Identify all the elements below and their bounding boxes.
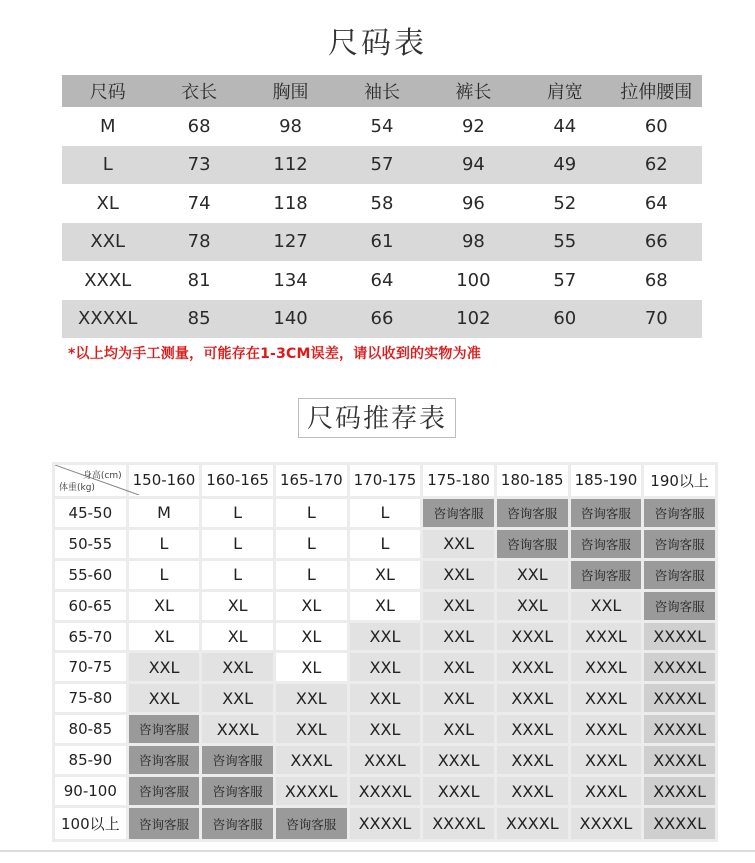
weight-row [55, 499, 715, 527]
weight-range-header: 100以上 [55, 808, 126, 839]
weight-row [55, 808, 715, 839]
recommended-size-cell: L [129, 561, 200, 589]
table-corner [55, 465, 126, 496]
size-row [62, 184, 702, 223]
recommended-size-cell: L [276, 530, 347, 558]
height-range-header: 175-180 [423, 465, 494, 496]
recommended-size-cell: L [129, 530, 200, 558]
measurement-cell: 68 [644, 269, 668, 291]
measurement-cell: 64 [370, 269, 394, 291]
consult-service-cell: 咨询客服 [423, 499, 494, 527]
recommended-size-cell: XL [350, 561, 421, 589]
weight-row [55, 777, 715, 805]
consult-service-cell: 咨询客服 [202, 746, 273, 774]
size-label-cell: XL [96, 192, 119, 214]
recommended-size-cell: XXXXL [644, 684, 715, 712]
recommended-size-cell: XXXXL [571, 808, 642, 839]
recommended-size-cell: XXL [276, 715, 347, 743]
recommended-size-cell: XXXL [423, 746, 494, 774]
measurement-cell: 98 [279, 115, 302, 137]
measurement-cell: 81 [187, 269, 211, 291]
weight-row [55, 715, 715, 743]
recommended-size-cell: XXXXL [644, 746, 715, 774]
weight-range-header: 80-85 [55, 715, 126, 743]
recommended-size-cell: XXXXL [644, 653, 715, 681]
size-label-cell: XXL [62, 223, 153, 262]
recommended-size-cell: XXXL [571, 684, 642, 712]
height-unit-label: 身高(cm) [82, 471, 122, 481]
weight-range-header: 55-60 [55, 561, 126, 589]
measurement-cell: 58 [370, 192, 394, 214]
measurement-cell: 70 [611, 300, 702, 339]
measurement-cell: 102 [428, 300, 519, 339]
measurement-cell: 140 [245, 300, 336, 339]
weight-range-header: 85-90 [55, 746, 126, 774]
height-range-header: 185-190 [571, 465, 642, 496]
measurement-cell: 112 [245, 146, 336, 185]
size-row [62, 107, 702, 146]
weight-row [55, 746, 715, 774]
measurement-cell: 85 [153, 300, 244, 339]
weight-row [55, 684, 715, 712]
recommended-size-cell: L [276, 561, 347, 589]
consult-service-cell: 咨询客服 [276, 808, 347, 839]
size-row [62, 146, 702, 185]
header-cell: 裤长 [428, 75, 519, 107]
recommended-size-cell: XXXL [571, 715, 642, 743]
recommended-size-cell: XXL [350, 684, 421, 712]
weight-row [55, 623, 715, 651]
recommended-size-cell: XXXXL [644, 777, 715, 805]
recommended-size-cell: XXXL [423, 777, 494, 805]
recommended-size-cell: XXXL [497, 623, 568, 651]
size-row [62, 300, 702, 339]
consult-service-cell: 咨询客服 [129, 777, 200, 805]
size-label-cell: L [62, 146, 153, 185]
weight-range-header: 90-100 [55, 777, 126, 805]
header-cell: 肩宽 [519, 75, 610, 107]
measurement-cell: 54 [370, 115, 394, 137]
recommended-size-cell: XXL [497, 592, 568, 620]
measurement-cell: 73 [153, 146, 244, 185]
measurement-cell: 94 [428, 146, 519, 185]
measurement-cell: 60 [519, 300, 610, 339]
recommended-size-cell: L [276, 499, 347, 527]
recommended-size-cell: XXXXL [644, 808, 715, 839]
recommended-size-cell: XXXXL [644, 623, 715, 651]
consult-service-cell: 咨询客服 [202, 808, 273, 839]
recommended-size-cell: XXXXL [350, 808, 421, 839]
header-cell: 胸围 [245, 75, 336, 107]
weight-unit-label: 体重(kg) [59, 482, 95, 493]
measurement-cell: 62 [611, 146, 702, 185]
measurement-cell: 78 [153, 223, 244, 262]
recommended-size-cell: XXL [129, 653, 200, 681]
size-label-cell: XXXXL [62, 300, 153, 339]
recommended-size-cell: XXL [350, 623, 421, 651]
size-table-title: 尺码表 [328, 26, 427, 61]
consult-service-cell: 咨询客服 [129, 746, 200, 774]
size-table-header-row [62, 75, 702, 107]
measurement-cell: 98 [428, 223, 519, 262]
measurement-cell: 57 [336, 146, 427, 185]
recommended-size-cell: XXL [571, 592, 642, 620]
recommended-size-cell: XXL [350, 715, 421, 743]
recommended-size-cell: XL [276, 592, 347, 620]
measurement-cell: 68 [187, 115, 211, 137]
weight-range-header: 50-55 [55, 530, 126, 558]
recommended-size-cell: XXXL [497, 653, 568, 681]
measurement-cell: 66 [336, 300, 427, 339]
consult-service-cell: 咨询客服 [497, 530, 568, 558]
size-row [62, 261, 702, 300]
weight-range-header: 65-70 [55, 623, 126, 651]
recommended-size-cell: XXXL [497, 746, 568, 774]
consult-service-cell: 咨询客服 [571, 561, 642, 589]
measurement-cell: 57 [553, 269, 577, 291]
size-label-cell: M [99, 115, 116, 137]
height-range-header: 165-170 [276, 465, 347, 496]
consult-service-cell: 咨询客服 [644, 499, 715, 527]
weight-row [55, 653, 715, 681]
size-row [62, 223, 702, 262]
weight-row [55, 592, 715, 620]
size-label-cell: XXXL [84, 269, 132, 291]
size-table [62, 75, 702, 338]
bottom-divider [0, 850, 755, 852]
measurement-cell: 96 [461, 192, 485, 214]
recommended-size-cell: XXL [423, 623, 494, 651]
recommended-size-cell: XXL [423, 684, 494, 712]
consult-service-cell: 咨询客服 [644, 530, 715, 558]
recommended-size-cell: XL [276, 653, 347, 681]
measurement-cell: 44 [553, 115, 577, 137]
consult-service-cell: 咨询客服 [571, 530, 642, 558]
recommended-size-cell: L [202, 561, 273, 589]
recommended-size-cell: XL [350, 592, 421, 620]
recommended-size-cell: XXXXL [497, 808, 568, 839]
recommended-size-cell: XXL [202, 653, 273, 681]
height-range-header: 180-185 [497, 465, 568, 496]
recommended-size-cell: M [129, 499, 200, 527]
recommended-size-cell: XXL [276, 684, 347, 712]
measurement-note: *以上均为手工测量，可能存在1-3CM误差，请以收到的实物为准 [68, 346, 482, 362]
recommended-size-cell: XL [202, 623, 273, 651]
recommended-size-cell: L [202, 530, 273, 558]
measurement-cell: 64 [644, 192, 668, 214]
recommendation-table-wrapper [52, 462, 718, 842]
height-range-header: 160-165 [202, 465, 273, 496]
measurement-cell: 127 [245, 223, 336, 262]
recommendation-table-title: 尺码推荐表 [298, 398, 456, 438]
recommended-size-cell: XXL [423, 530, 494, 558]
measurement-cell: 118 [273, 192, 308, 214]
recommended-size-cell: XXXL [350, 746, 421, 774]
recommended-size-cell: L [350, 530, 421, 558]
recommended-size-cell: XXXL [276, 746, 347, 774]
header-cell: 拉伸腰围 [611, 75, 702, 107]
measurement-cell: 134 [273, 269, 308, 291]
recommended-size-cell: XXL [423, 561, 494, 589]
recommended-size-cell: XXL [129, 684, 200, 712]
header-cell: 尺码 [62, 75, 153, 107]
measurement-cell: 66 [611, 223, 702, 262]
measurement-cell: 55 [519, 223, 610, 262]
recommended-size-cell: L [350, 499, 421, 527]
height-range-header: 190以上 [644, 465, 715, 496]
measurement-cell: 49 [519, 146, 610, 185]
recommended-size-cell: XXL [350, 653, 421, 681]
recommended-size-cell: XXXL [497, 684, 568, 712]
consult-service-cell: 咨询客服 [129, 715, 200, 743]
recommended-size-cell: XXL [423, 592, 494, 620]
weight-range-header: 60-65 [55, 592, 126, 620]
recommendation-table [52, 462, 718, 842]
height-range-header: 150-160 [129, 465, 200, 496]
recommended-size-cell: XXXL [571, 623, 642, 651]
weight-range-header: 45-50 [55, 499, 126, 527]
recommended-size-cell: XL [202, 592, 273, 620]
height-header-row [55, 465, 715, 496]
recommended-size-cell: XXXXL [423, 808, 494, 839]
consult-service-cell: 咨询客服 [497, 499, 568, 527]
recommended-size-cell: XXXL [497, 777, 568, 805]
recommended-size-cell: XXXL [571, 746, 642, 774]
recommended-size-cell: XXXL [571, 777, 642, 805]
recommended-size-cell: XXXXL [644, 715, 715, 743]
recommended-size-cell: XXL [202, 684, 273, 712]
recommended-size-cell: XL [129, 592, 200, 620]
weight-row [55, 530, 715, 558]
header-cell: 袖长 [336, 75, 427, 107]
weight-range-header: 70-75 [55, 653, 126, 681]
measurement-cell: 74 [187, 192, 211, 214]
recommended-size-cell: XXL [497, 561, 568, 589]
consult-service-cell: 咨询客服 [644, 561, 715, 589]
recommended-size-cell: XXXL [202, 715, 273, 743]
recommended-size-cell: XL [276, 623, 347, 651]
measurement-cell: 60 [644, 115, 668, 137]
measurement-cell: 92 [461, 115, 485, 137]
recommended-size-cell: L [202, 499, 273, 527]
weight-range-header: 75-80 [55, 684, 126, 712]
recommended-size-cell: XXXXL [276, 777, 347, 805]
recommended-size-cell: XXL [423, 653, 494, 681]
recommended-size-cell: XXXL [571, 653, 642, 681]
header-cell: 衣长 [153, 75, 244, 107]
measurement-cell: 52 [553, 192, 577, 214]
measurement-cell: 100 [456, 269, 491, 291]
consult-service-cell: 咨询客服 [644, 592, 715, 620]
consult-service-cell: 咨询客服 [129, 808, 200, 839]
measurement-cell: 61 [336, 223, 427, 262]
recommended-size-cell: XXXL [497, 715, 568, 743]
recommended-size-cell: XXXXL [350, 777, 421, 805]
consult-service-cell: 咨询客服 [202, 777, 273, 805]
recommended-size-cell: XL [129, 623, 200, 651]
recommended-size-cell: XXL [423, 715, 494, 743]
consult-service-cell: 咨询客服 [571, 499, 642, 527]
weight-row [55, 561, 715, 589]
height-range-header: 170-175 [350, 465, 421, 496]
